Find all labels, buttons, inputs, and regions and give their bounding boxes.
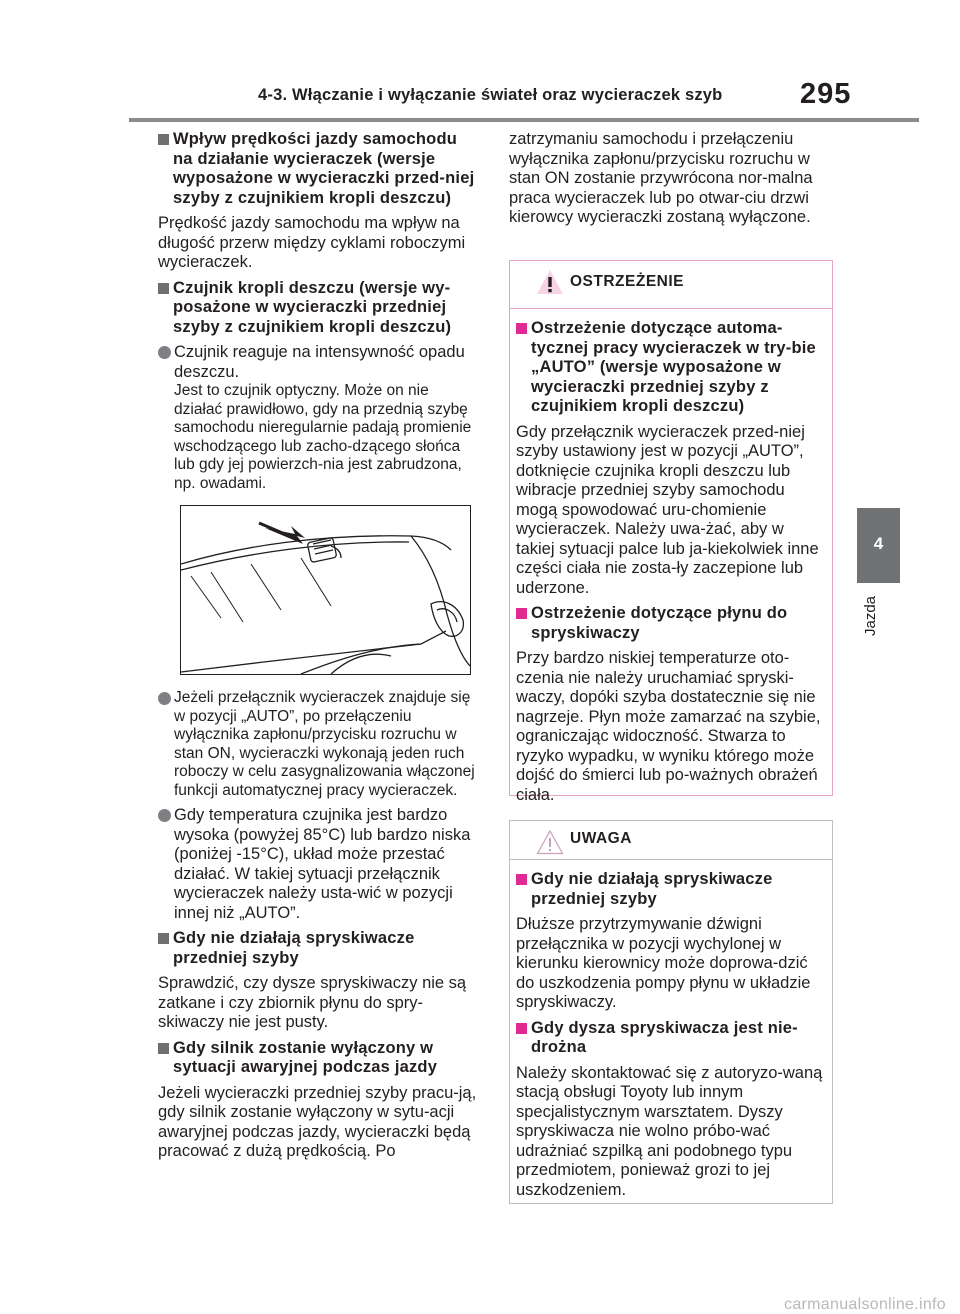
round-bullet-icon: [158, 809, 171, 822]
page-number: 295: [800, 78, 852, 110]
notice-heading: Gdy nie działają spryskiwacze przedniej szyby: [516, 870, 826, 909]
watermark: carmanualsonline.info: [784, 1296, 946, 1313]
paragraph: Sprawdzić, czy dysze spryskiwaczy nie są zatkane i czy zbiornik płynu do spry-skiwaczy nie jest pusty.: [158, 974, 467, 1031]
rain-sensor-illustration: [180, 505, 471, 675]
notice-box-header: [510, 821, 832, 860]
bullet-item: Czujnik reaguje na intensywność opadu deszczu. Jest to czujnik optyczny. Może on nie działać prawidłowo, gdy na przednią szybę samochodu nieregularnie padają promienie wschodzącego lub zacho-dzącego słońca lub gdy jej powierzch-nia jest zabrudzona, np. owadami.: [158, 343, 480, 493]
warning-heading: Ostrzeżenie dotyczące płynu do spryskiwaczy: [516, 604, 826, 643]
notice-text: Należy skontaktować się z autoryzo-waną stacją obsługi Toyoty lub innym specjalistycznym warsztatem. Dyszy spryskiwacza nie wolno próbo-wać udrażniać szpilką ani podobnego typu przedmiotem, ponieważ grozi to jej uszkodzeniem.: [516, 1063, 823, 1199]
warning-box-header: [510, 261, 832, 309]
chapter-label: Jazda: [862, 596, 879, 637]
round-bullet-icon: [158, 346, 171, 359]
square-bullet-icon: [158, 283, 169, 294]
paragraph: zatrzymaniu samochodu i przełączeniu wyłącznika zapłonu/przycisku rozruchu w stan ON zostanie przywrócona nor-malna praca wycieraczek lub po otwar-ciu drzwi kierowcy wycieraczki zostaną wyłączone.: [509, 130, 813, 226]
chapter-tab: 4: [857, 508, 900, 583]
warning-box: [509, 260, 833, 804]
notice-heading: Gdy dysza spryskiwacza jest nie-drożna: [516, 1019, 826, 1058]
warning-heading: Ostrzeżenie dotyczące automa-tycznej pracy wycieraczek w try-bie „AUTO” (wersje wyposażone w wycieraczki przedniej szyby z czujnikiem kropli deszczu): [516, 319, 826, 417]
warning-title: OSTRZEŻENIE: [570, 273, 685, 290]
left-column: [158, 130, 480, 1168]
square-bullet-icon: [516, 323, 527, 334]
section-heading: Gdy nie działają spryskiwacze przedniej szyby: [158, 929, 480, 968]
bullet-item: Gdy temperatura czujnika jest bardzo wysoka (powyżej 85°C) lub bardzo niska (poniżej -15°C), układ może przestać działać. W takiej sytuacji przełącznik wycieraczek należy usta-wić w pozycji innej niż „AUTO”.: [158, 806, 480, 923]
windshield-illustration: [181, 506, 470, 674]
notice-text: Dłuższe przytrzymywanie dźwigni przełącznika w pozycji wychylonej w kierunku kierownicy może doprowa-dzić do uszkodzenia pompy płynu w układzie spryskiwaczy.: [516, 915, 811, 1011]
warning-text: Przy bardzo niskiej temperaturze oto-czenia nie należy uruchamiać spryski-waczy, dopóki szyba dostatecznie się nie nagrzeje. Płyn może zamarzać na szybie, ograniczając widoczność. Stwarza to ryzyko wypadku, w wyniku którego może dojść do śmierci lub po-ważnych obrażeń ciała.: [516, 649, 821, 804]
paragraph: Jeżeli wycieraczki przedniej szyby pracu-ją, gdy silnik zostanie wyłączony w sytu-acji awaryjnej podczas jazdy, wycieraczki będą pracować z dużą prędkością. Po: [158, 1083, 477, 1160]
square-bullet-icon: [158, 134, 169, 145]
square-bullet-icon: [158, 933, 169, 944]
notice-box: [509, 820, 833, 1204]
notice-title: UWAGA: [570, 830, 632, 847]
section-heading: Gdy silnik zostanie wyłączony w sytuacji awaryjnej podczas jazdy: [158, 1039, 480, 1078]
section-heading: Czujnik kropli deszczu (wersje wy-posażone w wycieraczki przedniej szyby z czujnikiem kropli deszczu): [158, 279, 480, 338]
round-bullet-icon: [158, 692, 171, 705]
square-bullet-icon: [516, 608, 527, 619]
square-bullet-icon: [516, 1023, 527, 1034]
section-heading: Wpływ prędkości jazdy samochodu na działanie wycieraczek (wersje wyposażone w wycieraczki przed-niej szyby z czujnikiem kropli deszczu): [158, 130, 480, 208]
right-column: [509, 130, 829, 234]
header-divider: [129, 118, 919, 122]
warning-triangle-icon: [536, 269, 564, 295]
caution-triangle-icon: [536, 829, 564, 855]
paragraph: Prędkość jazdy samochodu ma wpływ na długość przerw między cyklami roboczymi wycieraczek.: [158, 214, 466, 271]
warning-text: Gdy przełącznik wycieraczek przed-niej szyby ustawiony jest w pozycji „AUTO”, dotknięcie czujnika kropli deszczu lub wibracje przedniej szyby samochodu mogą spowodować uru-chomienie wycieraczek. Należy uwa-żać, aby w takiej sytuacji palce lub ja-kiekolwiek inne części ciała nie zosta-ły zaczepione lub uderzone.: [516, 422, 819, 597]
square-bullet-icon: [516, 874, 527, 885]
bullet-item: Jeżeli przełącznik wycieraczek znajduje się w pozycji „AUTO”, po przełączeniu wyłącznika zapłonu/przycisku rozruchu w stan ON, wycieraczki wykonają jeden ruch roboczy w celu zasygnalizowania włączonej funkcji automatycznej pracy wycieraczek.: [158, 689, 480, 800]
section-header-title: 4-3. Włączanie i wyłączanie świateł oraz wycieraczek szyb: [258, 86, 723, 104]
square-bullet-icon: [158, 1043, 169, 1054]
